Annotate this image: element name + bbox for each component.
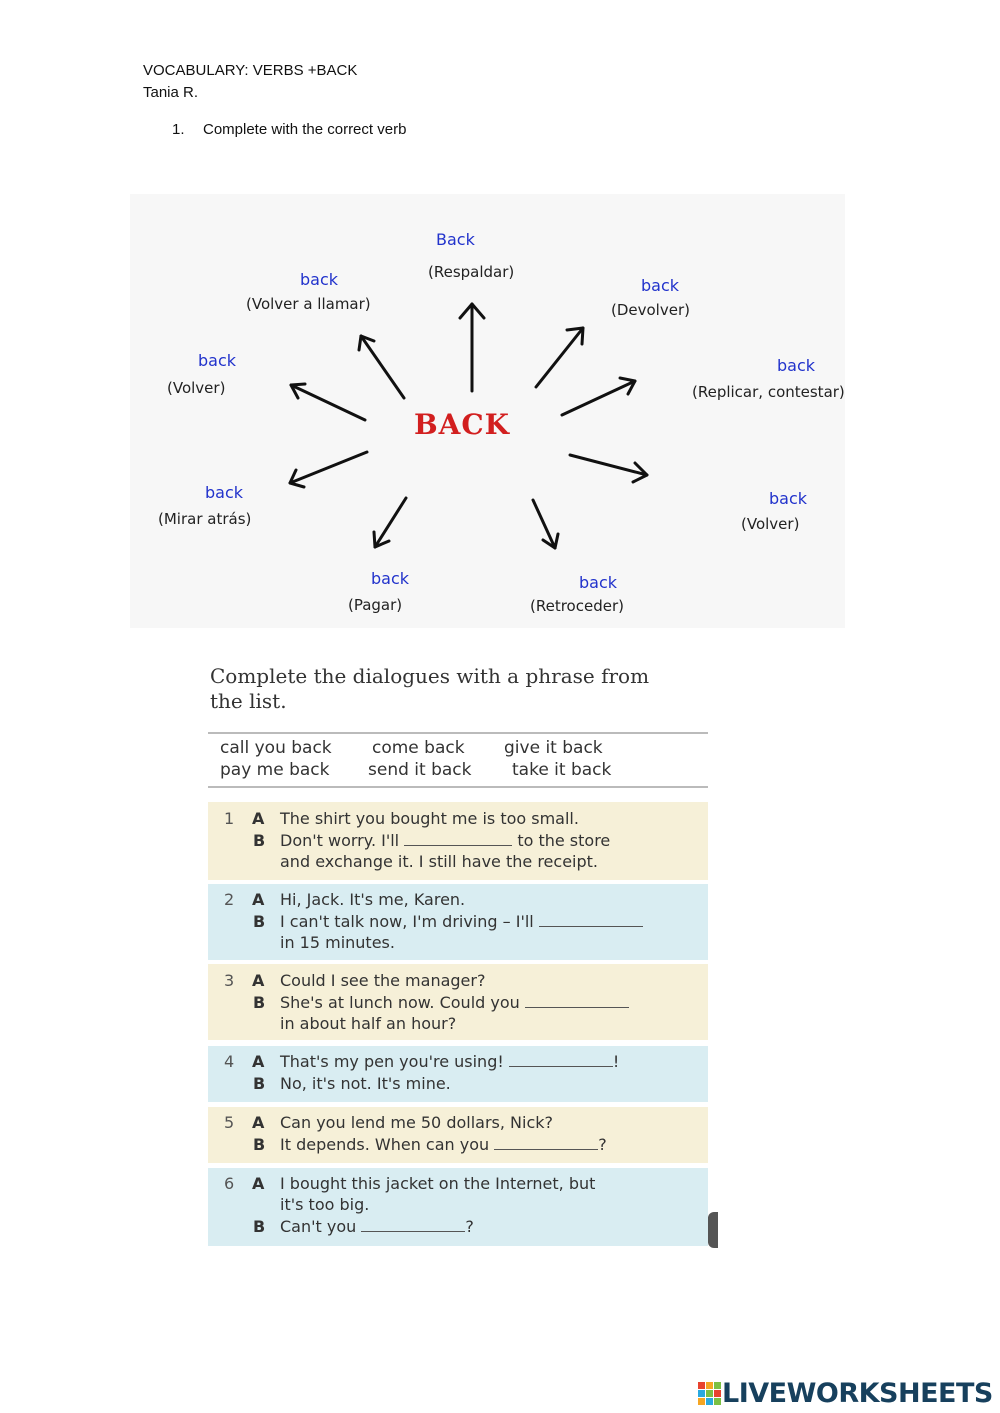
dialogue-text: ! bbox=[612, 1052, 620, 1071]
worksheet-title: VOCABULARY: VERBS +BACK bbox=[143, 62, 358, 79]
dialogue-text: Don't worry. I'll bbox=[280, 831, 400, 850]
node-meaning: (Respaldar) bbox=[428, 263, 515, 281]
instruction-text: Complete with the correct verb bbox=[203, 121, 407, 138]
node-meaning: (Volver) bbox=[741, 515, 800, 533]
answer-blank[interactable] bbox=[509, 1054, 613, 1067]
dialogue-number: 6 bbox=[224, 1174, 235, 1193]
dialogue-line bbox=[280, 1135, 607, 1154]
node-word: back bbox=[371, 569, 410, 588]
phrase-option: come back bbox=[372, 738, 465, 758]
dialogue-line: in 15 minutes. bbox=[280, 933, 395, 952]
speaker-b: B bbox=[253, 993, 266, 1012]
dialogue-line bbox=[280, 1217, 474, 1236]
dialogue-exercise bbox=[208, 660, 708, 1250]
node-word: back bbox=[198, 351, 237, 370]
dialogue-line: Could I see the manager? bbox=[280, 971, 486, 990]
worksheet-author: Tania R. bbox=[143, 84, 199, 101]
dialogue-text: I can't talk now, I'm driving – I'll bbox=[280, 912, 534, 931]
dialogue-number: 3 bbox=[224, 971, 235, 990]
instruction-number: 1. bbox=[172, 121, 185, 138]
dialogue-4 bbox=[208, 1046, 708, 1102]
arrow-down-left bbox=[374, 498, 406, 547]
answer-blank[interactable] bbox=[525, 995, 629, 1008]
node-meaning: (Mirar atrás) bbox=[158, 510, 252, 528]
dialogue-text: She's at lunch now. Could you bbox=[280, 993, 520, 1012]
logo-square bbox=[698, 1398, 705, 1405]
arrow-up-right bbox=[536, 328, 583, 387]
speaker-a: A bbox=[252, 890, 265, 909]
back-verbs-diagram bbox=[130, 194, 845, 628]
node-word: back bbox=[579, 573, 618, 592]
node-word: back bbox=[769, 489, 808, 508]
arrow-down-right bbox=[533, 500, 558, 548]
phrase-option: call you back bbox=[220, 738, 332, 758]
exercise-title bbox=[210, 664, 705, 714]
speaker-a: A bbox=[252, 1113, 265, 1132]
dialogue-text: That's my pen you're using! bbox=[280, 1052, 504, 1071]
arrow-left-down bbox=[290, 452, 367, 487]
logo-square bbox=[698, 1382, 705, 1389]
dialogue-text: ? bbox=[465, 1217, 474, 1236]
arrow-up-left bbox=[359, 336, 404, 398]
node-meaning: (Volver a llamar) bbox=[246, 295, 371, 313]
node-meaning: (Volver) bbox=[167, 379, 226, 397]
phrase-option: give it back bbox=[504, 738, 603, 758]
answer-blank[interactable] bbox=[361, 1219, 465, 1232]
logo-text: LIVEWORKSHEETS bbox=[722, 1378, 993, 1409]
divider bbox=[208, 786, 708, 788]
speaker-b: B bbox=[253, 1135, 266, 1154]
node-meaning: (Replicar, contestar) bbox=[692, 383, 845, 401]
logo-square bbox=[706, 1382, 713, 1389]
dialogue-line: it's too big. bbox=[280, 1195, 370, 1214]
speaker-b: B bbox=[253, 831, 266, 850]
dialogue-number: 2 bbox=[224, 890, 235, 909]
logo-square bbox=[706, 1390, 713, 1397]
speaker-b: B bbox=[253, 912, 266, 931]
phrase-option: send it back bbox=[368, 760, 472, 780]
dialogue-1 bbox=[208, 802, 708, 880]
exercise-title-line: the list. bbox=[210, 689, 287, 713]
node-word: Back bbox=[436, 230, 475, 249]
node-word: back bbox=[300, 270, 339, 289]
exercise-title-line: Complete the dialogues with a phrase from bbox=[210, 664, 650, 688]
dialogue-line bbox=[280, 912, 643, 931]
node-meaning: (Devolver) bbox=[611, 301, 690, 319]
answer-blank[interactable] bbox=[494, 1137, 598, 1150]
speaker-b: B bbox=[253, 1217, 266, 1236]
dialogue-line: I bought this jacket on the Internet, but bbox=[280, 1174, 596, 1193]
center-word: BACK bbox=[414, 408, 511, 441]
dialogue-line: No, it's not. It's mine. bbox=[280, 1074, 451, 1093]
node-word: back bbox=[777, 356, 816, 375]
dialogue-number: 5 bbox=[224, 1113, 235, 1132]
dialogue-number: 4 bbox=[224, 1052, 235, 1071]
speaker-a: A bbox=[252, 971, 265, 990]
logo-square bbox=[698, 1390, 705, 1397]
logo-square bbox=[714, 1390, 721, 1397]
dialogue-2 bbox=[208, 884, 708, 960]
liveworksheets-logo bbox=[696, 1378, 996, 1410]
dialogue-line: The shirt you bought me is too small. bbox=[280, 809, 579, 828]
dialogue-3 bbox=[208, 964, 708, 1040]
answer-blank[interactable] bbox=[404, 833, 512, 846]
dialogue-text: It depends. When can you bbox=[280, 1135, 490, 1154]
dialogue-text: ? bbox=[598, 1135, 607, 1154]
phrase-option: pay me back bbox=[220, 760, 330, 780]
arrow-left-up bbox=[291, 384, 365, 420]
arrow-right-up bbox=[562, 378, 635, 415]
speaker-a: A bbox=[252, 1052, 265, 1071]
arrow-up bbox=[460, 304, 484, 391]
dialogue-line: and exchange it. I still have the receipt. bbox=[280, 852, 598, 871]
dialogue-line: Can you lend me 50 dollars, Nick? bbox=[280, 1113, 554, 1132]
logo-square bbox=[714, 1382, 721, 1389]
logo-square bbox=[714, 1398, 721, 1405]
dialogue-line bbox=[280, 1052, 619, 1071]
phrase-option: take it back bbox=[512, 760, 612, 780]
dialogue-text: Can't you bbox=[280, 1217, 357, 1236]
dialogue-5 bbox=[208, 1107, 708, 1163]
page-edge-mark bbox=[708, 1212, 718, 1248]
divider bbox=[208, 732, 708, 734]
arrow-right-down bbox=[570, 455, 647, 482]
dialogue-line bbox=[280, 831, 610, 850]
node-meaning: (Pagar) bbox=[348, 596, 403, 614]
dialogue-line: in about half an hour? bbox=[280, 1014, 457, 1033]
node-word: back bbox=[641, 276, 680, 295]
speaker-b: B bbox=[253, 1074, 266, 1093]
answer-blank[interactable] bbox=[539, 914, 643, 927]
node-word: back bbox=[205, 483, 244, 502]
dialogue-line bbox=[280, 993, 629, 1012]
dialogue-line: Hi, Jack. It's me, Karen. bbox=[280, 890, 466, 909]
logo-square bbox=[706, 1398, 713, 1405]
speaker-a: A bbox=[252, 1174, 265, 1193]
node-meaning: (Retroceder) bbox=[530, 597, 624, 615]
dialogue-6 bbox=[208, 1168, 708, 1246]
dialogue-text: to the store bbox=[517, 831, 611, 850]
speaker-a: A bbox=[252, 809, 265, 828]
dialogue-number: 1 bbox=[224, 809, 235, 828]
